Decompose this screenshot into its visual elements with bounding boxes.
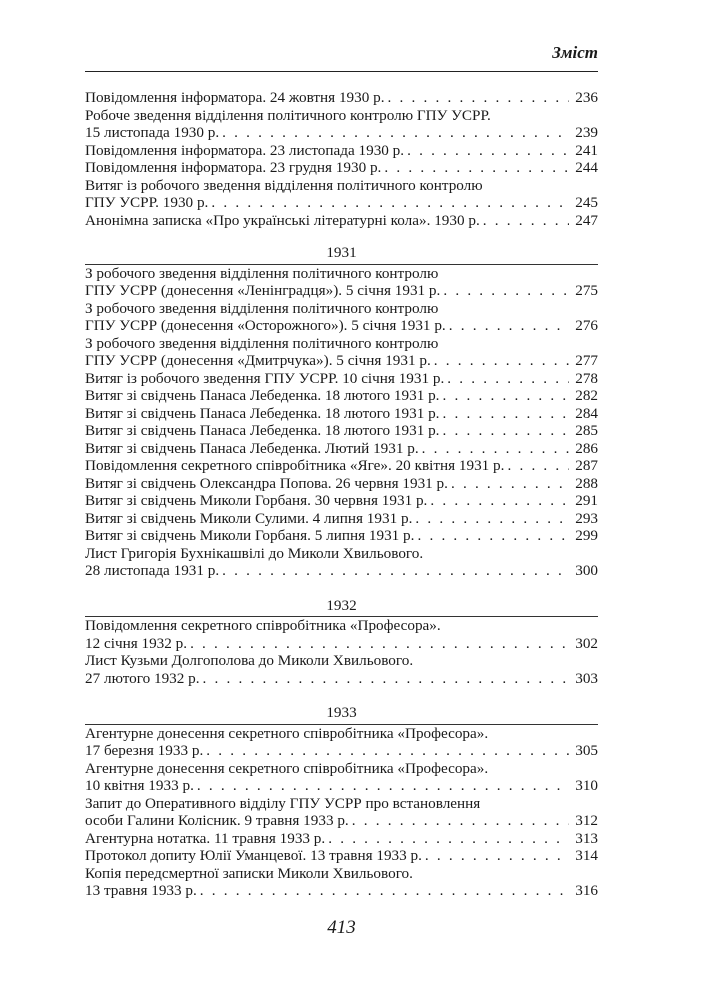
toc-entry[interactable] bbox=[85, 177, 598, 212]
toc-entry[interactable] bbox=[85, 107, 598, 142]
toc-entry-title: ГПУ УСРР (донесення «Дмитрчука»). 5 січня 1931 р. bbox=[85, 352, 431, 369]
toc-entry-title: особи Галини Колісник. 9 травня 1933 р. bbox=[85, 812, 349, 829]
toc-entry[interactable] bbox=[85, 387, 598, 405]
year-heading: 1931 bbox=[326, 244, 357, 261]
toc-entry-title: Витяг зі свідчень Миколи Сулими. 4 липня 1931 р. bbox=[85, 509, 413, 527]
toc-page-number: 300 bbox=[575, 562, 598, 579]
dot-leader bbox=[384, 159, 569, 177]
header-rule bbox=[85, 71, 598, 72]
toc-page-number: 293 bbox=[575, 509, 598, 527]
toc-page-number: 284 bbox=[575, 404, 598, 422]
toc-entry[interactable] bbox=[85, 830, 598, 848]
dot-leader bbox=[206, 742, 569, 760]
toc-entry[interactable] bbox=[85, 405, 598, 423]
running-head: Зміст bbox=[552, 43, 598, 62]
dot-leader bbox=[442, 387, 569, 405]
toc-entry-title: З робочого зведення відділення політичного контролю bbox=[85, 334, 439, 352]
toc-entry[interactable] bbox=[85, 760, 598, 795]
toc-entry-line bbox=[85, 300, 598, 318]
dot-leader bbox=[442, 422, 569, 440]
toc-entry[interactable] bbox=[85, 527, 598, 545]
toc-entry-title: ГПУ УСРР (донесення «Осторожного»). 5 січня 1931 р. bbox=[85, 317, 446, 334]
toc-entry-title: Лист Кузьми Долгополова до Миколи Хвильового. bbox=[85, 652, 414, 669]
dot-leader bbox=[211, 194, 569, 212]
toc-entry-line bbox=[85, 282, 598, 300]
toc-entry-title: Агентурне донесення секретного співробітника «Професора». bbox=[85, 724, 489, 742]
toc-entry-line bbox=[85, 742, 598, 760]
toc-entry-title: 13 травня 1933 р. bbox=[85, 882, 197, 899]
toc-entry-line bbox=[85, 265, 598, 283]
toc-page-number: 236 bbox=[575, 89, 598, 106]
toc-page-number: 291 bbox=[575, 492, 598, 509]
toc-entry-line bbox=[85, 545, 598, 563]
toc-entry-line bbox=[85, 370, 598, 388]
toc-entry-title: 27 лютого 1932 р. bbox=[85, 669, 200, 687]
toc-entry-title: 15 листопада 1930 р. bbox=[85, 124, 220, 141]
toc-page-number: 245 bbox=[575, 194, 598, 211]
dot-leader bbox=[483, 212, 569, 230]
toc-entry-line bbox=[85, 812, 598, 830]
toc-entry-title: Витяг зі свідчень Панаса Лебеденка. 18 лютого 1931 р. bbox=[85, 404, 440, 422]
toc-entry-title: З робочого зведення відділення політичного контролю bbox=[85, 299, 439, 317]
dot-leader bbox=[434, 352, 569, 370]
dot-leader bbox=[449, 317, 569, 335]
toc-entry-line bbox=[85, 422, 598, 440]
toc-entry[interactable] bbox=[85, 335, 598, 370]
toc-page-number: 286 bbox=[575, 439, 598, 457]
toc-entry-title: З робочого зведення відділення політичного контролю bbox=[85, 264, 439, 282]
toc-entry-line bbox=[85, 847, 598, 865]
toc-entry-line bbox=[85, 492, 598, 510]
dot-leader bbox=[352, 812, 569, 830]
toc-entry-line bbox=[85, 562, 598, 580]
toc-entry[interactable] bbox=[85, 847, 598, 865]
toc-page-number: 302 bbox=[575, 634, 598, 652]
toc-entry[interactable] bbox=[85, 457, 598, 475]
toc-entry-line bbox=[85, 177, 598, 195]
dot-leader bbox=[442, 405, 569, 423]
toc-page-number: 278 bbox=[575, 369, 598, 387]
toc-page-number: 305 bbox=[575, 742, 598, 759]
toc-page-number: 282 bbox=[575, 387, 598, 404]
dot-leader bbox=[415, 510, 569, 528]
toc-entry-line bbox=[85, 475, 598, 493]
toc-page-number: 303 bbox=[575, 669, 598, 687]
toc-entry[interactable] bbox=[85, 370, 598, 388]
toc-entry-line bbox=[85, 725, 598, 743]
toc-entry-line bbox=[85, 635, 598, 653]
toc-entry-title: Витяг зі свідчень Панаса Лебеденка. 18 лютого 1931 р. bbox=[85, 387, 440, 404]
toc-entry-line bbox=[85, 652, 598, 670]
toc-entry-line bbox=[85, 159, 598, 177]
toc-entry-title: Повідомлення інформатора. 23 грудня 1930 р. bbox=[85, 159, 382, 176]
toc-entry-line bbox=[85, 440, 598, 458]
toc-entry-title: 28 листопада 1931 р. bbox=[85, 562, 220, 579]
dot-leader bbox=[197, 777, 569, 795]
toc-entry[interactable] bbox=[85, 265, 598, 300]
toc-entry-line bbox=[85, 795, 598, 813]
toc-entry-line bbox=[85, 830, 598, 848]
toc-entry[interactable] bbox=[85, 652, 598, 687]
toc-entry-title: Агентурне донесення секретного співробітника «Професора». bbox=[85, 759, 489, 777]
toc-entry-title: Витяг зі свідчень Панаса Лебеденка. 18 лютого 1931 р. bbox=[85, 422, 440, 439]
toc-page-number: 275 bbox=[575, 282, 598, 299]
toc-entry-title: Витяг із робочого зведення ГПУ УСРР. 10 січня 1931 р. bbox=[85, 369, 445, 387]
toc-entry-line bbox=[85, 405, 598, 423]
toc-entry[interactable] bbox=[85, 725, 598, 760]
toc-entry[interactable] bbox=[85, 475, 598, 493]
toc-entry-title: ГПУ УСРР (донесення «Ленінградця»). 5 січня 1931 р. bbox=[85, 282, 441, 299]
dot-leader bbox=[190, 635, 569, 653]
dot-leader bbox=[388, 89, 569, 107]
table-of-contents bbox=[85, 89, 598, 900]
toc-entry-title: 17 березня 1933 р. bbox=[85, 742, 204, 759]
toc-entry[interactable] bbox=[85, 422, 598, 440]
toc-entry[interactable] bbox=[85, 159, 598, 177]
toc-entry-title: 10 квітня 1933 р. bbox=[85, 777, 194, 794]
toc-entry[interactable] bbox=[85, 510, 598, 528]
toc-entry-title: Повідомлення інформатора. 24 жовтня 1930 р. bbox=[85, 89, 385, 106]
toc-entry-title: Витяг зі свідчень Панаса Лебеденка. Лютий 1931 р. bbox=[85, 439, 419, 457]
toc-entry-title: Робоче зведення відділення політичного контролю ГПУ УСРР. bbox=[85, 106, 491, 124]
toc-entry[interactable] bbox=[85, 545, 598, 580]
toc-page-number: 247 bbox=[575, 211, 598, 229]
toc-page-number: 299 bbox=[575, 527, 598, 544]
toc-entry-line bbox=[85, 617, 598, 635]
toc-page-number: 314 bbox=[575, 847, 598, 864]
year-heading: 1933 bbox=[326, 704, 357, 721]
toc-entry-line bbox=[85, 510, 598, 528]
dot-leader bbox=[422, 440, 569, 458]
toc-entry-line bbox=[85, 670, 598, 688]
toc-entry-title: Копія передсмертної записки Миколи Хвильового. bbox=[85, 864, 413, 882]
toc-page-number: 288 bbox=[575, 474, 598, 492]
dot-leader bbox=[417, 527, 569, 545]
toc-entry[interactable] bbox=[85, 300, 598, 335]
toc-entry-title: Повідомлення секретного співробітника «Професора». bbox=[85, 617, 441, 634]
toc-entry-line bbox=[85, 194, 598, 212]
toc-entry-title: Агентурна нотатка. 11 травня 1933 р. bbox=[85, 829, 326, 847]
dot-leader bbox=[447, 370, 569, 388]
toc-entry-title: Витяг зі свідчень Олександра Попова. 26 червня 1931 р. bbox=[85, 474, 448, 492]
toc-entry-title: Протокол допиту Юлії Уманцевої. 13 травня 1933 р. bbox=[85, 847, 422, 864]
toc-page-number: 241 bbox=[575, 141, 598, 159]
toc-entry[interactable] bbox=[85, 795, 598, 830]
toc-page-number: 310 bbox=[575, 777, 598, 794]
toc-page-number: 316 bbox=[575, 882, 598, 899]
dot-leader bbox=[430, 492, 569, 510]
toc-page-number: 277 bbox=[575, 352, 598, 369]
dot-leader bbox=[328, 830, 569, 848]
dot-leader bbox=[407, 142, 569, 160]
toc-entry-line bbox=[85, 335, 598, 353]
toc-entry-line bbox=[85, 89, 598, 107]
toc-entry-line bbox=[85, 882, 598, 900]
toc-entry[interactable] bbox=[85, 617, 598, 652]
toc-entry-title: Витяг із робочого зведення відділення політичного контролю bbox=[85, 176, 483, 194]
toc-entry-title: Витяг зі свідчень Миколи Горбаня. 30 червня 1931 р. bbox=[85, 492, 428, 509]
toc-entry-title: Лист Григорія Бухнікашвілі до Миколи Хвильового. bbox=[85, 544, 424, 562]
toc-page-number: 244 bbox=[575, 159, 598, 176]
toc-entry[interactable] bbox=[85, 865, 598, 900]
toc-entry-title: Повідомлення інформатора. 23 листопада 1930 р. bbox=[85, 141, 405, 159]
toc-entry-title: ГПУ УСРР. 1930 р. bbox=[85, 194, 209, 211]
toc-entry-title: Запит до Оперативного відділу ГПУ УСРР про встановлення bbox=[85, 794, 481, 812]
toc-entry-line bbox=[85, 212, 598, 230]
toc-page-number: 312 bbox=[575, 812, 598, 829]
toc-entry-title: Повідомлення секретного співробітника «Яге». 20 квітня 1931 р. bbox=[85, 457, 505, 474]
year-heading: 1932 bbox=[326, 596, 357, 614]
toc-entry[interactable] bbox=[85, 142, 598, 160]
toc-entry-title: Витяг зі свідчень Миколи Горбаня. 5 липня 1931 р. bbox=[85, 527, 415, 544]
toc-page-number: 276 bbox=[575, 317, 598, 334]
toc-entry-line bbox=[85, 387, 598, 405]
toc-entry[interactable] bbox=[85, 212, 598, 230]
dot-leader bbox=[443, 282, 569, 300]
toc-page-number: 239 bbox=[575, 124, 598, 141]
toc-entry-line bbox=[85, 760, 598, 778]
toc-entry[interactable] bbox=[85, 89, 598, 107]
toc-entry-line bbox=[85, 142, 598, 160]
toc-entry-line bbox=[85, 865, 598, 883]
dot-leader bbox=[222, 562, 569, 580]
toc-entry-title: Анонімна записка «Про українські літературні кола». 1930 р. bbox=[85, 211, 480, 229]
dot-leader bbox=[203, 670, 569, 688]
page-number: 413 bbox=[327, 917, 356, 938]
toc-page-number: 285 bbox=[575, 422, 598, 439]
toc-entry-line bbox=[85, 457, 598, 475]
dot-leader bbox=[425, 847, 569, 865]
toc-entry-line bbox=[85, 527, 598, 545]
toc-entry-line bbox=[85, 352, 598, 370]
toc-entry-line bbox=[85, 124, 598, 142]
dot-leader bbox=[451, 475, 569, 493]
dot-leader bbox=[222, 124, 569, 142]
toc-entry[interactable] bbox=[85, 492, 598, 510]
dot-leader bbox=[200, 882, 569, 900]
toc-page-number: 313 bbox=[575, 829, 598, 847]
toc-entry-title: 12 січня 1932 р. bbox=[85, 634, 188, 652]
toc-entry-line bbox=[85, 777, 598, 795]
toc-entry-line bbox=[85, 107, 598, 125]
toc-page-number: 287 bbox=[575, 457, 598, 474]
toc-entry[interactable] bbox=[85, 440, 598, 458]
toc-entry-line bbox=[85, 317, 598, 335]
dot-leader bbox=[507, 457, 569, 475]
